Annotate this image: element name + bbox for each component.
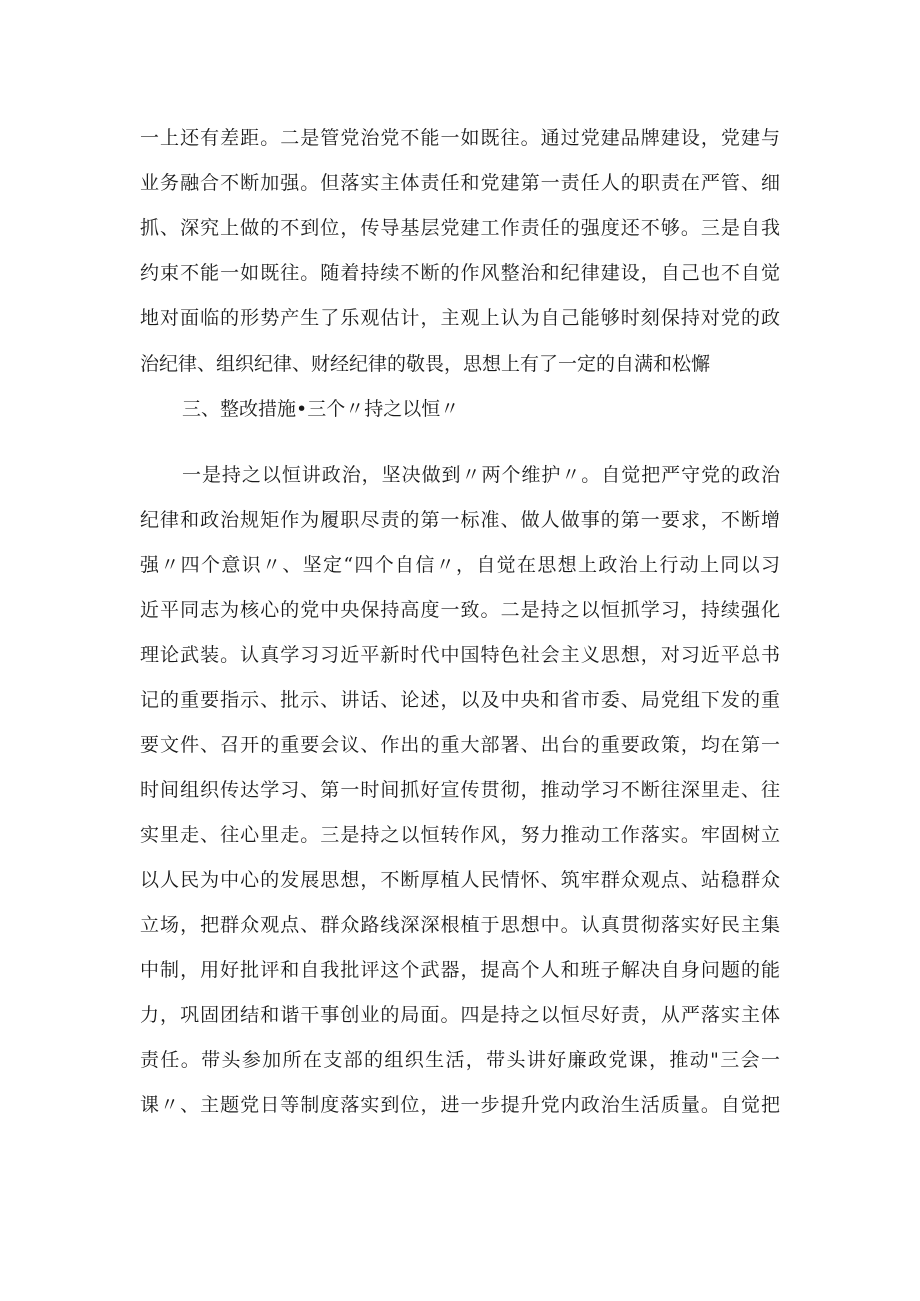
text-line-15: 时间组织传达学习、第一时间抓好宣传贯彻，推动学习不断往深里走、往 bbox=[140, 779, 780, 801]
text-line-12: 理论武装。认真学习习近平新时代中国特色社会主义思想，对习近平总书 bbox=[140, 644, 780, 666]
text-line-16: 实里走、往心里走。三是持之以恒转作风，努力推动工作落实。牢固树立 bbox=[140, 824, 780, 846]
text-line-1: 一上还有差距。二是管党治党不能一如既往。通过党建品牌建设，党建与 bbox=[140, 127, 780, 149]
text-line-4: 约束不能一如既往。随着持续不断的作风整治和纪律建设，自己也不自觉 bbox=[140, 262, 780, 284]
text-line-11: 近平同志为核心的党中央保持高度一致。二是持之以恒抓学习，持续强化 bbox=[140, 599, 780, 621]
text-line-13: 记的重要指示、批示、讲话、论述，以及中央和省市委、局党组下发的重 bbox=[140, 689, 780, 711]
text-line-21: 责任。带头参加所在支部的组织生活，带头讲好廉政党课，推动"三会一 bbox=[140, 1049, 780, 1071]
text-line-9: 纪律和政治规矩作为履职尽责的第一标准、做人做事的第一要求，不断增 bbox=[140, 509, 780, 531]
text-line-3: 抓、深究上做的不到位，传导基层党建工作责任的强度还不够。三是自我 bbox=[140, 217, 780, 239]
text-line-18: 立场，把群众观点、群众路线深深根植于思想中。认真贯彻落实好民主集 bbox=[140, 914, 780, 936]
text-line-22: 课〃、主题党日等制度落实到位，进一步提升党内政治生活质量。自觉把 bbox=[140, 1094, 780, 1116]
text-line-5: 地对面临的形势产生了乐观估计，主观上认为自己能够时刻保持对党的政 bbox=[140, 307, 780, 329]
section-heading: 三、整改措施•三个〃持之以恒〃 bbox=[182, 398, 460, 420]
text-line-19: 中制，用好批评和自我批评这个武器，提高个人和班子解决自身问题的能 bbox=[140, 959, 780, 981]
text-line-8: 一是持之以恒讲政治，坚决做到〃两个维护〃。自觉把严守党的政治 bbox=[182, 464, 780, 486]
text-line-2: 业务融合不断加强。但落实主体责任和党建第一责任人的职责在严管、细 bbox=[140, 172, 780, 194]
text-line-10: 强〃四个意识〃、坚定“四个自信〃，自觉在思想上政治上行动上同以习 bbox=[140, 554, 780, 576]
text-line-20: 力，巩固团结和谐干事创业的局面。四是持之以恒尽好责，从严落实主体 bbox=[140, 1004, 780, 1026]
text-line-17: 以人民为中心的发展思想，不断厚植人民情怀、筑牢群众观点、站稳群众 bbox=[140, 869, 780, 891]
text-line-14: 要文件、召开的重要会议、作出的重大部署、出台的重要政策，均在第一 bbox=[140, 734, 780, 756]
text-line-6: 治纪律、组织纪律、财经纪律的敬畏，思想上有了一定的自满和松懈 bbox=[140, 353, 711, 375]
